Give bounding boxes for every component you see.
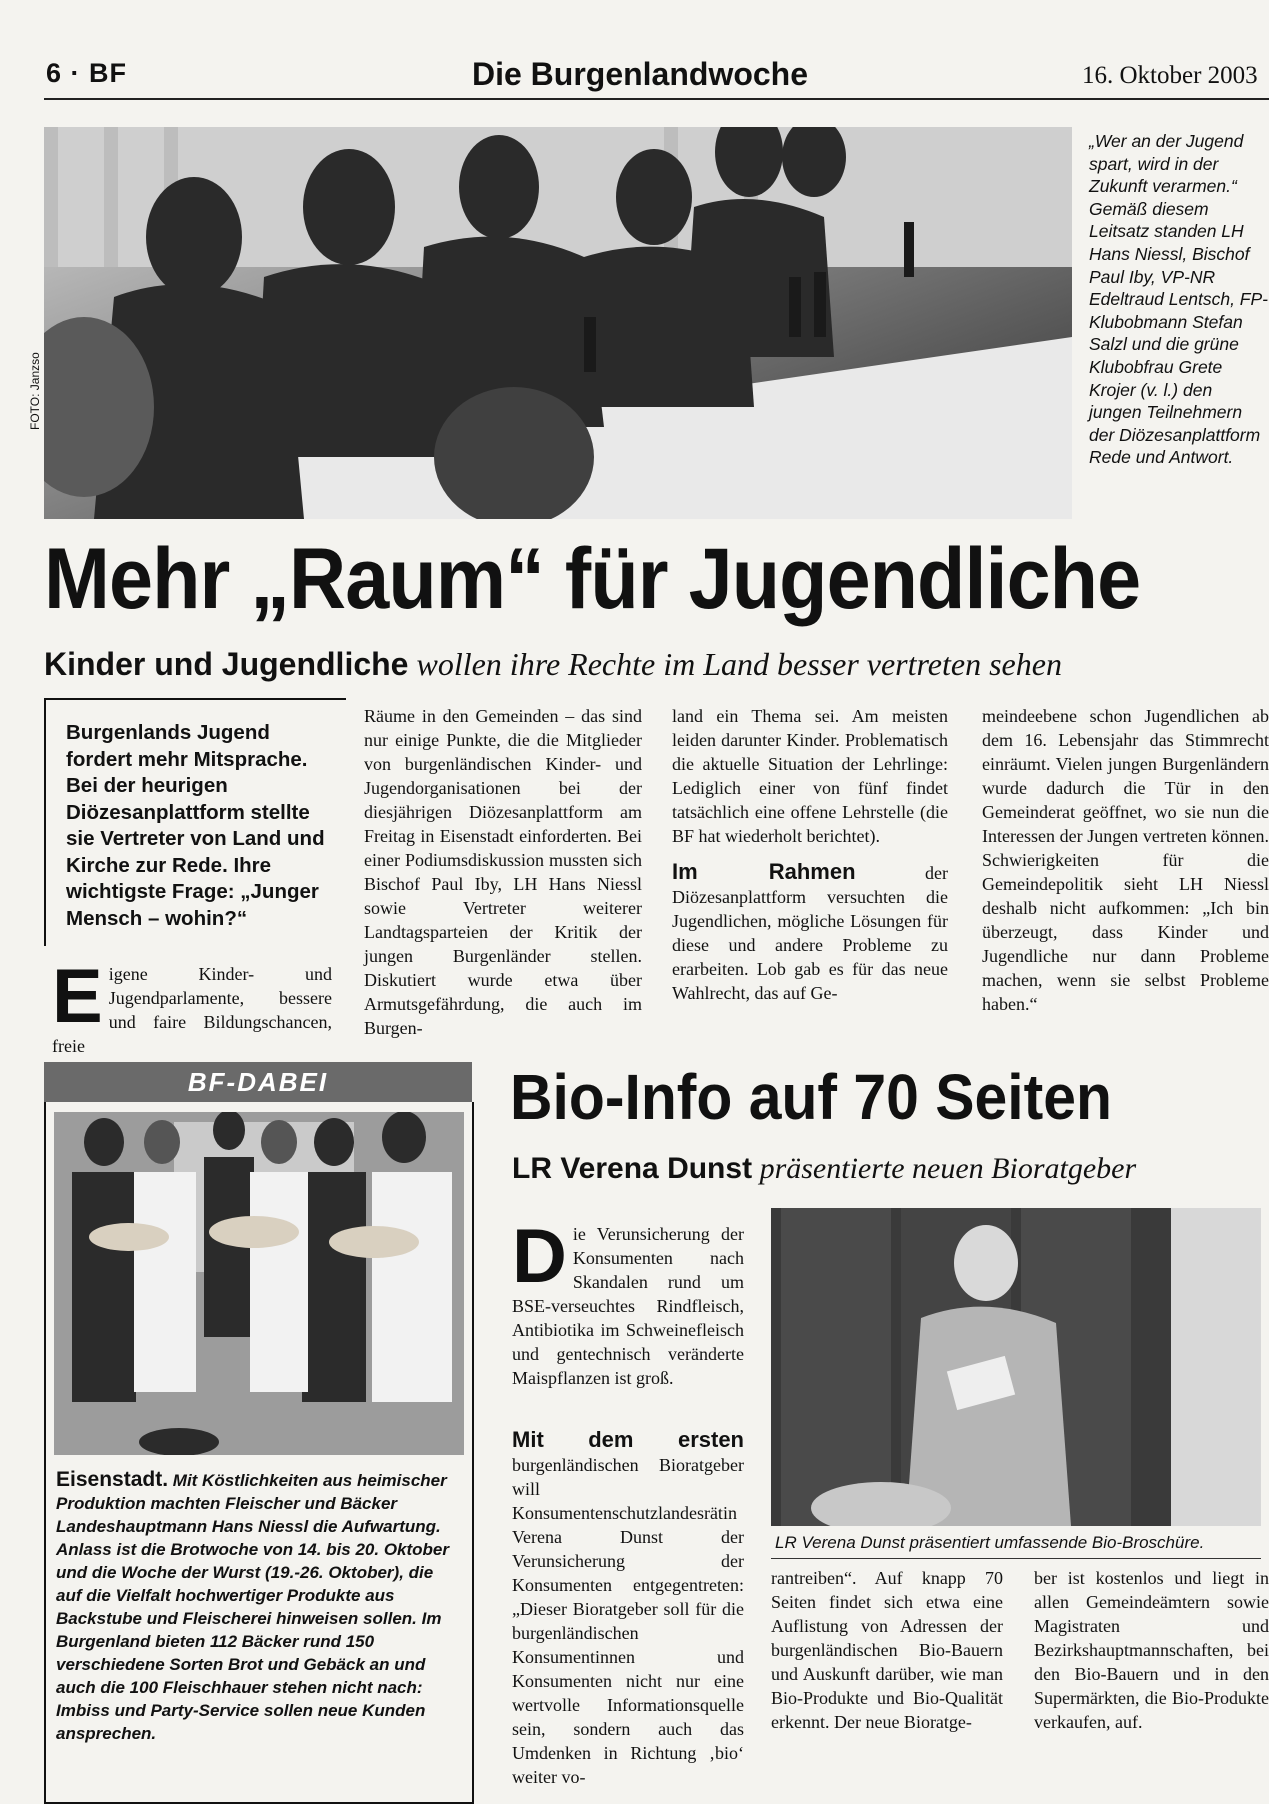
- drop-cap: D: [512, 1214, 567, 1299]
- bio-subhead-italic: präsentierte neuen Bioratgeber: [759, 1152, 1137, 1185]
- bio-column-2: [512, 1428, 744, 1789]
- main-headline: Mehr „Raum“ für Jugendliche: [44, 531, 1141, 627]
- article-teaser: Burgenlands Jugend fordert mehr Mitsprache. Bei der heurigen Diözesanplattform stellte sie Vertreter von Land und Kirche zur Rede. Ihre wichtigste Frage: „Junger Mensch – wohin?“: [66, 721, 325, 930]
- column-text: burgenländischen Bioratgeber will Konsumentenschutzlandesrätin Verena Dunst der Verunsicherung der Konsumenten entgegentreten: „Dieser Bioratgeber soll für die burgenländischen Konsumentinnen und Konsumenten nicht nur eine wertvolle Informationsquelle sein, sondern auch das Umdenken in Richtung ‚bio‘ weiter vo-: [512, 1455, 744, 1787]
- article-column-2: Räume in den Gemeinden – das sind nur einige Punkte, die die Mitglieder von burgenländischen Kinder- und Jugendorganisationen bei der diesjährigen Diözesanplattform am Freitag in Eisenstadt einforderten. Bei einer Podiumsdiskussion mussten sich Bischof Paul Iby, LH Hans Niessl sowie Vertreter weiterer Landtagsparteien der Kritik der jungen Burgenländer stellen. Diskutiert wurde etwa über Armutsgefährdung, die auch im Burgen-: [364, 706, 642, 1038]
- drop-cap: E: [52, 954, 103, 1039]
- article-column-3: [672, 704, 948, 1005]
- photo-credit: FOTO: Janzso: [28, 352, 42, 430]
- header-rule: [44, 98, 1269, 100]
- main-subheadline: [44, 646, 1062, 683]
- paragraph-leadin: Mit dem ersten: [512, 1427, 744, 1452]
- bio-column-3: rantreiben“. Auf knapp 70 Seiten findet sich etwa eine Auflistung von Adressen der burgenländischen Bio-Bauern und Auskunft darüber, wie man Bio-Produkte und Bio-Qualität erkennt. Der neue Bioratge-: [771, 1568, 1003, 1732]
- bio-column-1: [512, 1214, 744, 1390]
- caption-rule: [771, 1558, 1261, 1559]
- section-banner: BF-DABEI: [44, 1062, 472, 1102]
- paragraph-leadin: Im Rahmen: [672, 859, 856, 884]
- newspaper-title: Die Burgenlandwoche: [471, 56, 809, 92]
- issue-date: 16. Oktober 2003: [1082, 62, 1258, 89]
- press-conference-photo: [44, 127, 1072, 519]
- dateline: Eisenstadt.: [56, 1468, 169, 1491]
- subhead-italic: wollen ihre Rechte im Land besser vertreten sehen: [416, 646, 1062, 682]
- verena-dunst-photo: [771, 1208, 1261, 1526]
- bio-subhead-bold: LR Verena Dunst: [512, 1152, 753, 1185]
- bio-photo-caption: LR Verena Dunst präsentiert umfassende Bio-Broschüre.: [775, 1533, 1205, 1552]
- page-number-label: 6 · BF: [46, 58, 128, 88]
- column-text: ie Verunsicherung der Konsumenten nach Skandalen rund um BSE-verseuchtes Rindfleisch, Antibiotika im Schweinefleisch und gentechnisch veränderte Maispflanzen ist groß.: [512, 1224, 744, 1388]
- article-column-4: meindeebene schon Jugendlichen ab dem 16. Lebensjahr das Stimmrecht einräumt. Vielen jungen Burgenländern wurde dadurch die Tür in den Gemeinderat geöffnet, wo sie nun die Interessen der Jungen vertreten können. Schwierigkeiten für die Gemeindepolitik sieht LH Niessl deshalb nicht aufkommen: „Ich bin überzeugt, dass Kinder und Jugendliche nur dann Probleme machen, wenn sie selbst Probleme haben.“: [982, 706, 1269, 1014]
- column-text: der Diözesanplattform versuchten die Jugendlichen, mögliche Lösungen für diese und andere Probleme zu erarbeiten. Lob gab es für das neue Wahlrecht, das auf Ge-: [672, 863, 948, 1003]
- photo-caption: „Wer an der Jugend spart, wird in der Zukunft verarmen.“ Gemäß diesem Leitsatz standen LH Hans Niessl, Bischof Paul Iby, VP-NR Edeltraud Lentsch, FP-Klubobmann Stefan Salzl und die grüne Klubobfrau Grete Krojer (v. l.) den jungen Teilnehmern der Diözesanplattform Rede und Antwort.: [1089, 131, 1268, 468]
- bakers-butchers-photo: [54, 1112, 464, 1455]
- dabei-article: [56, 1468, 458, 1745]
- column-text: land ein Thema sei. Am meisten leiden darunter Kinder. Problematisch die aktuelle Situation der Lehrlinge: Lediglich einer von fünf findet tatsächlich eine offene Lehrstelle (die BF hat wiederholt berichtet).: [672, 706, 948, 846]
- subhead-bold: Kinder und Jugendliche: [44, 646, 409, 682]
- bio-column-4: ber ist kostenlos und liegt in allen Gemeindeämtern sowie Magistraten und Bezirkshauptmannschaften, bei den Bio-Bauern und in den Supermärkten, die Bio-Produkte verkaufen, auf.: [1034, 1568, 1269, 1732]
- article-column-1: [52, 954, 332, 1058]
- dabei-body: Mit Köstlichkeiten aus heimischer Produktion machten Fleischer und Bäcker Landeshauptmann Hans Niessl die Aufwartung. Anlass ist die Brotwoche von 14. bis 20. Oktober und die Woche der Wurst (19.-26. Oktober), die auf die Vielfalt hochwertiger Produkte aus Backstube und Fleischerei hinweisen sollen. Im Burgenland bieten 112 Bäcker rund 150 verschiedene Sorten Brot und Gebäck an und auch die 100 Fleischhauer stehen nicht nach: Imbiss und Party-Service sollen neue Kunden ansprechen.: [56, 1471, 450, 1743]
- bio-subheadline: [512, 1152, 1136, 1186]
- bio-headline: Bio-Info auf 70 Seiten: [510, 1061, 1112, 1133]
- column-text: igene Kinder- und Jugendparlamente, bessere und faire Bildungschancen, freie: [52, 964, 332, 1056]
